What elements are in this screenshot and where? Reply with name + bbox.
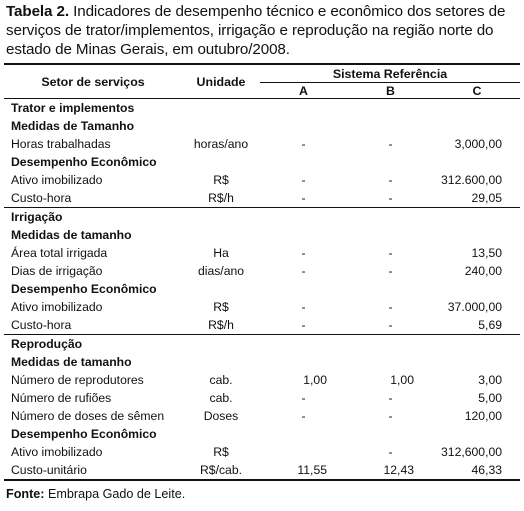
header-setor: Setor de serviços — [41, 74, 145, 89]
row-value-a: - — [301, 173, 306, 187]
table-row — [4, 371, 520, 389]
row-value-b: - — [388, 173, 393, 187]
table-row — [4, 389, 520, 407]
row-value-a: 11,55 — [260, 461, 347, 480]
section-title: Reprodução — [11, 337, 83, 351]
section-title: Irrigação — [11, 210, 63, 224]
group-header-row — [4, 425, 520, 443]
row-label: Custo-hora — [4, 189, 182, 208]
indicators-table — [4, 63, 520, 481]
row-value-c: 13,50 — [471, 246, 503, 260]
row-label: Ativo imobilizado — [11, 445, 103, 459]
row-unit: R$ — [213, 173, 229, 187]
section-header-row — [4, 99, 520, 118]
header-sistema-referencia: Sistema Referência — [260, 64, 520, 83]
row-value-a: - — [260, 316, 347, 335]
row-value-b: 1,00 — [390, 373, 414, 387]
header-a: A — [299, 83, 308, 98]
group-header-row — [4, 280, 520, 298]
row-label: Ativo imobilizado — [11, 300, 103, 314]
row-label: Área total irrigada — [11, 246, 108, 260]
row-value-c: 5,69 — [434, 316, 520, 335]
group-title: Medidas de Tamanho — [11, 119, 135, 133]
row-unit: dias/ano — [197, 264, 245, 278]
table-row — [4, 461, 520, 480]
table-row — [4, 135, 520, 153]
table-row — [4, 171, 520, 189]
row-unit: Ha — [213, 246, 229, 260]
row-value-c: 312.600,00 — [441, 173, 503, 187]
table-row — [4, 316, 520, 335]
row-value-c: 3,00 — [478, 373, 503, 387]
table-caption — [6, 2, 520, 59]
table-row — [4, 262, 520, 280]
table-row — [4, 407, 520, 425]
row-value-b: 12,43 — [347, 461, 434, 480]
row-value-c: 37.000,00 — [447, 300, 503, 314]
section-header-row — [4, 208, 520, 227]
row-value-c: 5,00 — [478, 391, 503, 405]
group-title: Medidas de tamanho — [11, 355, 132, 369]
group-title: Medidas de tamanho — [11, 228, 132, 242]
group-title: Desempenho Econômico — [11, 282, 157, 296]
row-label: Número de doses de sêmen — [11, 409, 165, 423]
group-title: Desempenho Econômico — [11, 155, 157, 169]
row-value-a: - — [260, 189, 347, 208]
section-header-row — [4, 335, 520, 354]
row-value-c: 3,000,00 — [454, 137, 503, 151]
row-label: Custo-hora — [4, 316, 182, 335]
row-unit: horas/ano — [193, 137, 249, 151]
table-source-note — [6, 487, 185, 501]
row-label: Número de reprodutores — [11, 373, 144, 387]
row-label: Dias de irrigação — [11, 264, 103, 278]
row-unit: R$/h — [182, 189, 260, 208]
row-unit: R$ — [213, 300, 229, 314]
row-value-b: - — [388, 137, 393, 151]
row-unit: cab. — [209, 373, 233, 387]
row-value-a: - — [301, 391, 306, 405]
row-unit: R$/h — [182, 316, 260, 335]
row-value-a: - — [301, 409, 306, 423]
row-value-c: 29,05 — [434, 189, 520, 208]
table-row — [4, 443, 520, 461]
row-label: Horas trabalhadas — [11, 137, 111, 151]
row-label: Ativo imobilizado — [11, 173, 103, 187]
row-value-b: - — [388, 409, 393, 423]
row-value-b: - — [388, 246, 393, 260]
header-unidade: Unidade — [196, 74, 246, 89]
source-key: Fonte: — [6, 487, 45, 501]
table-row — [4, 189, 520, 208]
row-value-b: - — [388, 264, 393, 278]
row-value-a: - — [301, 137, 306, 151]
row-unit: cab. — [209, 391, 233, 405]
group-header-row — [4, 353, 520, 371]
row-value-c: 312,600,00 — [441, 445, 503, 459]
caption-lead: Tabela 2. — [6, 3, 69, 20]
caption-text: Indicadores de desempenho técnico e econômico dos setores de serviços de trator/implementos, irrigação e reprodução na região norte do estado de Minas Gerais, em outubro/2008. — [6, 3, 506, 58]
row-unit: R$/cab. — [182, 461, 260, 480]
source-text: Embrapa Gado de Leite. — [44, 487, 186, 501]
row-value-c: 120,00 — [464, 409, 503, 423]
row-value-b: - — [388, 391, 393, 405]
row-label: Custo-unitário — [4, 461, 182, 480]
row-value-b: - — [388, 300, 393, 314]
group-header-row — [4, 226, 520, 244]
row-value-c: 240,00 — [464, 264, 503, 278]
header-b: B — [386, 83, 395, 98]
row-value-c: 46,33 — [434, 461, 520, 480]
row-value-a — [260, 443, 347, 461]
row-value-b: - — [388, 445, 393, 459]
row-value-a: - — [301, 300, 306, 314]
row-value-b: - — [347, 316, 434, 335]
row-value-a: - — [301, 264, 306, 278]
row-unit: Doses — [203, 409, 239, 423]
table-row — [4, 244, 520, 262]
row-unit: R$ — [213, 445, 229, 459]
group-header-row — [4, 153, 520, 171]
group-header-row — [4, 117, 520, 135]
group-title: Desempenho Econômico — [11, 427, 157, 441]
row-label: Número de rufiões — [11, 391, 112, 405]
row-value-a: - — [301, 246, 306, 260]
section-title: Trator e implementos — [11, 101, 135, 115]
row-value-b: - — [347, 189, 434, 208]
header-c: C — [472, 83, 482, 98]
row-value-a: 1,00 — [303, 373, 327, 387]
table-row — [4, 298, 520, 316]
